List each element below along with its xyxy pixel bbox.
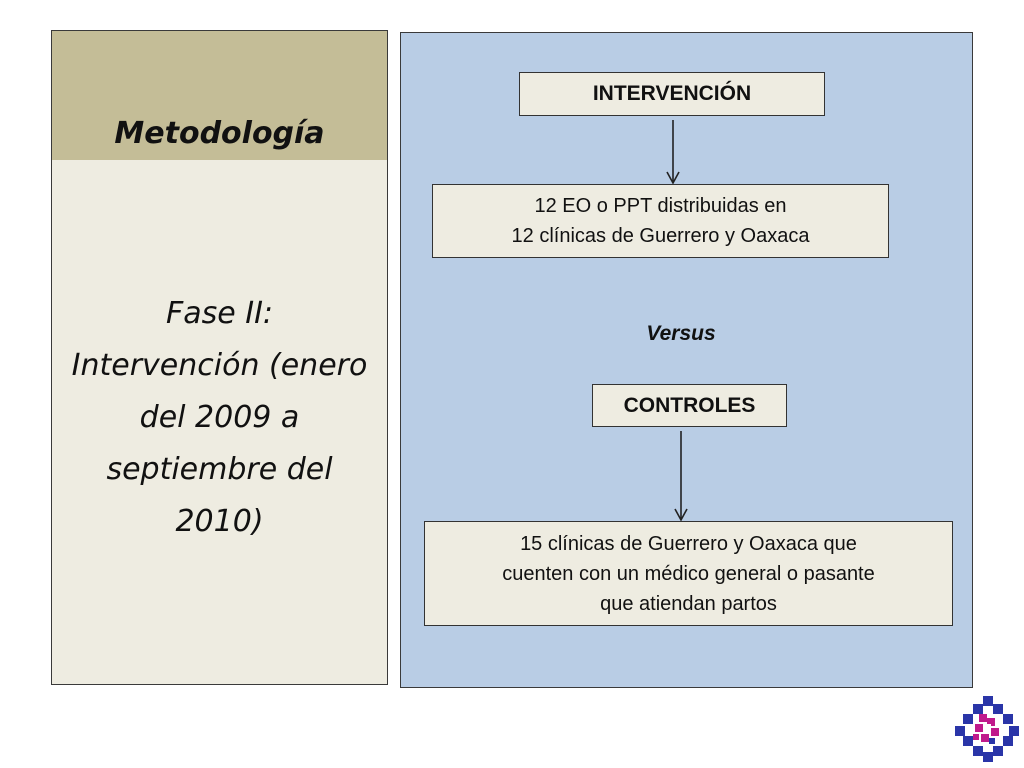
intervention-box bbox=[519, 72, 825, 116]
phase-line: septiembre del bbox=[106, 452, 333, 487]
controls-detail-box bbox=[424, 521, 953, 626]
intervention-detail-box bbox=[432, 184, 889, 258]
arrow-down-icon bbox=[663, 120, 683, 186]
intervention-detail-line: 12 EO o PPT distribuidas en bbox=[534, 195, 787, 217]
methodology-title: Metodología bbox=[114, 116, 325, 151]
arrow-down-icon bbox=[671, 431, 691, 523]
controls-box bbox=[592, 384, 787, 427]
phase-body bbox=[51, 160, 388, 685]
controls-detail-line: 15 clínicas de Guerrero y Oaxaca que bbox=[520, 532, 857, 555]
phase-description bbox=[52, 288, 387, 548]
intervention-detail-line: 12 clínicas de Guerrero y Oaxaca bbox=[511, 225, 810, 247]
institution-logo-icon bbox=[953, 694, 1021, 764]
phase-line: 2010) bbox=[175, 504, 264, 539]
versus-label: Versus bbox=[646, 322, 716, 345]
methodology-header bbox=[51, 30, 388, 162]
phase-line: del 2009 a bbox=[139, 400, 300, 435]
phase-line: Intervención (enero bbox=[71, 348, 368, 383]
study-design-diagram bbox=[400, 32, 973, 688]
phase-line: Fase II: bbox=[165, 296, 274, 331]
controls-detail-line: cuenten con un médico general o pasante bbox=[502, 562, 875, 585]
controls-detail-line: que atiendan partos bbox=[600, 592, 777, 615]
methodology-panel bbox=[51, 30, 388, 686]
controls-label: CONTROLES bbox=[623, 393, 756, 417]
intervention-label: INTERVENCIÓN bbox=[592, 82, 752, 105]
